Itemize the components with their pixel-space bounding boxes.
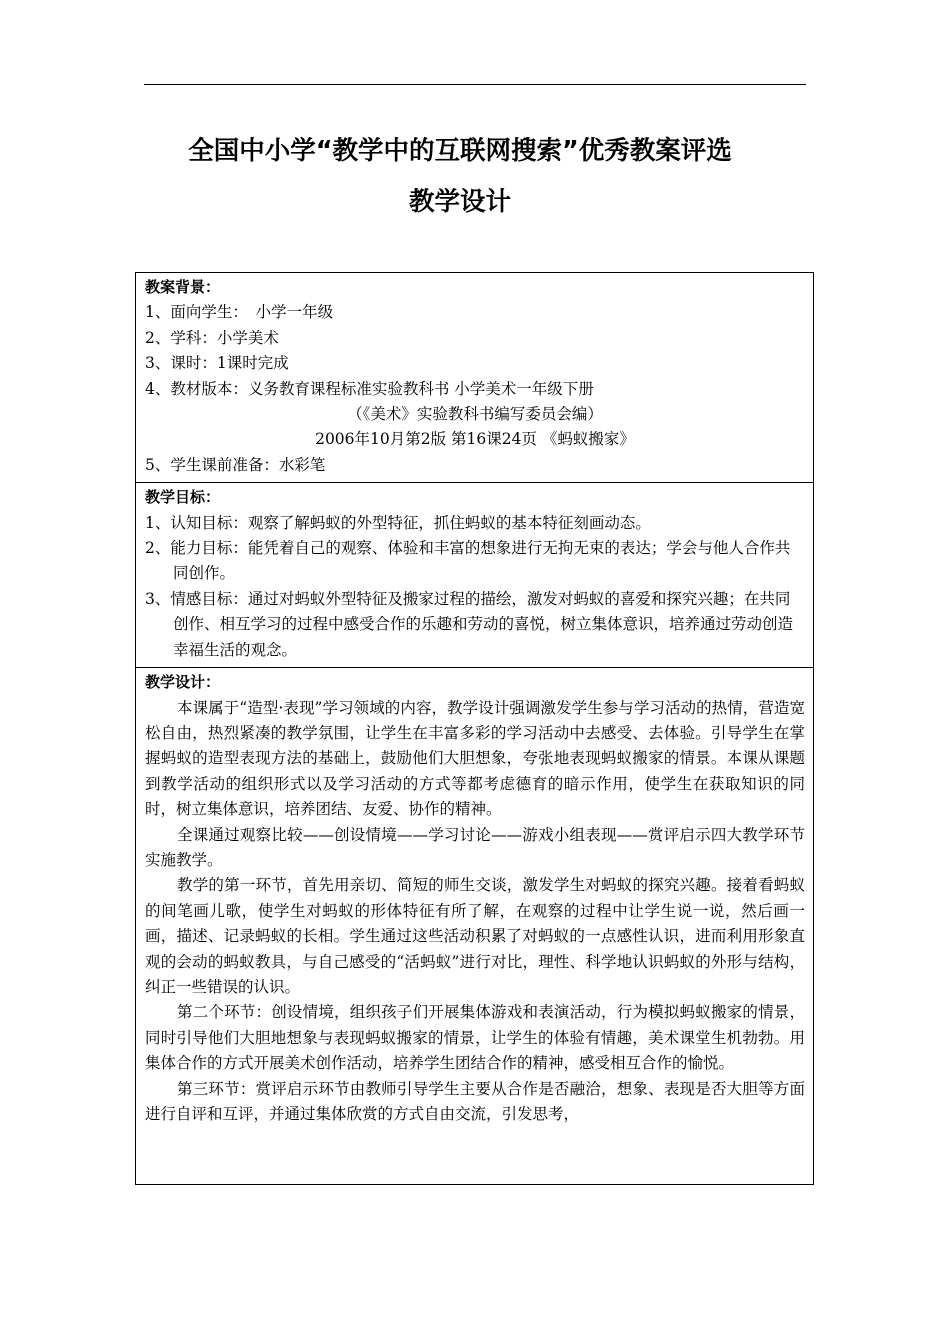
design-heading: 教学设计： — [145, 673, 221, 692]
document-title: 全国中小学“教学中的互联网搜索”优秀教案评选 — [188, 136, 732, 166]
design-cell — [136, 668, 814, 1185]
header-rule — [144, 84, 806, 85]
background-item-hours: 3、课时：1课时完成 — [145, 354, 289, 373]
design-paragraph-overview: 本课属于“造型·表现”学习领域的内容，教学设计强调激发学生参与学习活动的热情，营造宽松自由，热烈紧凑的教学氛围，让学生在丰富多彩的学习活动中去感受、去体验。引导学生在掌握蚂蚁的造型表现方法的基础上，鼓励他们大胆想象，夸张地表现蚂蚁搬家的情景。本课从课题到教学活动的组织形式以及学习活动的方式等都考虑德育的暗示作用，使学生在获取知识的同时，树立集体意识，培养团结、友爱、协作的精神。 — [145, 698, 805, 819]
document-subtitle: 教学设计 — [408, 187, 511, 217]
design-paragraph-stages: 全课通过观察比较——创设情境——学习讨论——游戏小组表现——赏评启示四大教学环节实施教学。 — [145, 825, 805, 869]
background-item-subject: 2、学科：小学美术 — [145, 328, 279, 347]
objectives-cell — [136, 483, 814, 668]
background-item-textbook: 4、教材版本：义务教育课程标准实验教科书 小学美术一年级下册 — [145, 379, 594, 398]
design-paragraph-stage-two: 第二个环节：创设情境，组织孩子们开展集体游戏和表演活动，行为模拟蚂蚁搬家的情景，同时引导他们大胆地想象与表现蚂蚁搬家的情景，让学生的体验有情趣，美术课堂生机勃勃。用集体合作的方式开展美术创作活动，培养学生团结合作的精神，感受相互合作的愉悦。 — [145, 1003, 805, 1073]
objective-emotional: 3、情感目标：通过对蚂蚁外型特征及搬家过程的描绘，激发对蚂蚁的喜爱和探究兴趣；在共同创作、相互学习的过程中感受合作的乐趣和劳动的喜悦，树立集体意识，培养通过劳动创造幸福生活的观念。 — [145, 589, 794, 659]
textbook-editor-note: （《美术》实验教科书编写委员会编） — [347, 405, 603, 424]
textbook-edition-note: 2006年10月第2版 第16课24页 《蚂蚁搬家》 — [315, 430, 635, 449]
background-cell — [136, 273, 814, 483]
lesson-plan-table — [135, 272, 814, 1185]
design-paragraph-stage-three: 第三环节：赏评启示环节由教师引导学生主要从合作是否融洽，想象、表现是否大胆等方面进行自评和互评，并通过集体欣赏的方式自由交流，引发思考， — [145, 1079, 805, 1123]
background-item-students: 1、面向学生： 小学一年级 — [145, 303, 334, 322]
objective-cognitive: 1、认知目标：观察了解蚂蚁的外型特征，抓住蚂蚁的基本特征刻画动态。 — [145, 513, 651, 532]
objective-ability: 2、能力目标：能凭着自己的观察、体验和丰富的想象进行无拘无束的表达；学会与他人合作共同创作。 — [145, 539, 791, 583]
objectives-heading: 教学目标： — [145, 488, 221, 507]
design-section — [136, 668, 814, 1185]
background-heading: 教案背景： — [145, 278, 221, 296]
objectives-section — [136, 483, 814, 668]
background-item-prep: 5、学生课前准备：水彩笔 — [145, 455, 326, 474]
design-paragraph-stage-one: 教学的第一环节，首先用亲切、简短的师生交谈，激发学生对蚂蚁的探究兴趣。接着看蚂蚁的间笔画儿歌，使学生对蚂蚁的形体特征有所了解，在观察的过程中让学生说一说，然后画一画，描述、记录蚂蚁的长相。学生通过这些活动积累了对蚂蚁的一点感性认识，进而利用形象直观的会动的蚂蚁教具，与自己感受的“活蚂蚁”进行对比，理性、科学地认识蚂蚁的外形与结构，纠正一些错误的认识。 — [145, 876, 805, 996]
background-section — [136, 273, 814, 483]
